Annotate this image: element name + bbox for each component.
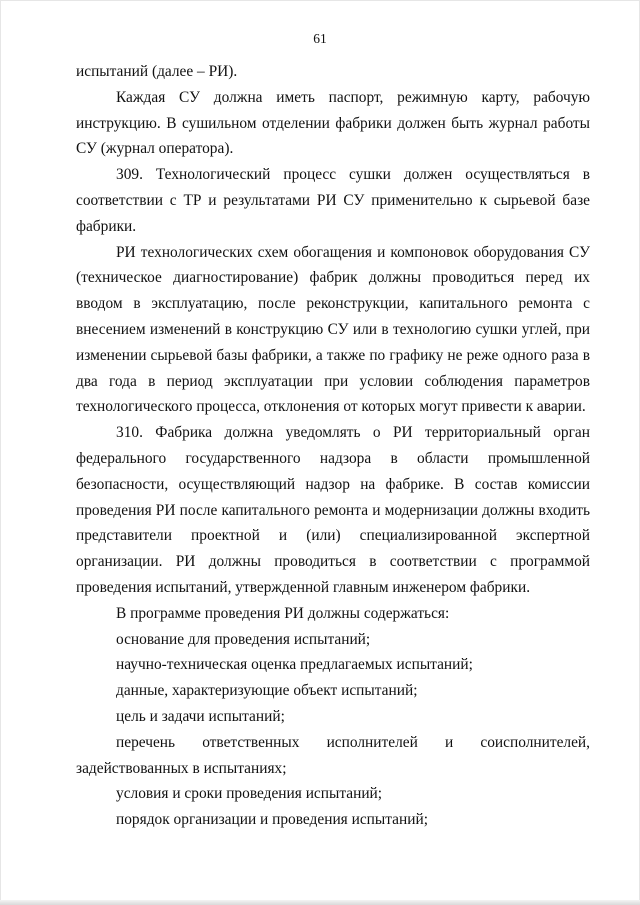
paragraph-309: 309. Технологический процесс сушки должен осуществляться в соответствии с ТР и результатами РИ СУ применительно к сырьевой базе фабрики. [76, 166, 590, 235]
list-item: условия и сроки проведения испытаний; [116, 785, 383, 803]
list-item: цель и задачи испытаний; [116, 707, 285, 725]
paragraph-310: 310. Фабрика должна уведомлять о РИ территориальный орган федерального государственного надзора в области промышленной безопасности, осуществляющий надзор на фабрике. В состав комиссии проведения РИ после капитального ремонта и модернизации должны входить представители проектной и (или) специализированной экспертной организации. РИ должны проводиться в соответствии с программой проведения испытаний, утвержденной главным инженером фабрики. [76, 424, 590, 596]
document-body [76, 59, 590, 833]
paragraph-program-intro: В программе проведения РИ должны содержаться: [116, 604, 450, 622]
page-number: 61 [313, 31, 327, 46]
list-item: порядок организации и проведения испытаний; [116, 811, 428, 829]
list-item: научно-техническая оценка предлагаемых испытаний; [116, 656, 473, 674]
paragraph-continuation: испытаний (далее – РИ). [76, 63, 238, 80]
list-item: данные, характеризующие объект испытаний; [116, 682, 418, 700]
scan-bottom-edge [0, 900, 640, 905]
paragraph-su-documents: Каждая СУ должна иметь паспорт, режимную карту, рабочую инструкцию. В сушильном отделении фабрики должен быть журнал работы СУ (журнал оператора). [76, 88, 590, 158]
list-item: основание для проведения испытаний; [116, 630, 371, 648]
paragraph-ri-schemes: РИ технологических схем обогащения и компоновок оборудования СУ (техническое диагностирование) фабрик должны проводиться перед их вводом в эксплуатацию, после реконструкции, капитального ремонта с внесением изменений в конструкцию СУ или в технологию сушки углей, при изменении сырьевой базы фабрики, а также по графику не реже одного раза в два года в период эксплуатации при условии соблюдения параметров технологического процесса, отклонения от которых могут привести к аварии. [76, 243, 590, 416]
list-item: перечень ответственных исполнителей и соисполнителей, задействованных в испытаниях; [76, 733, 590, 777]
